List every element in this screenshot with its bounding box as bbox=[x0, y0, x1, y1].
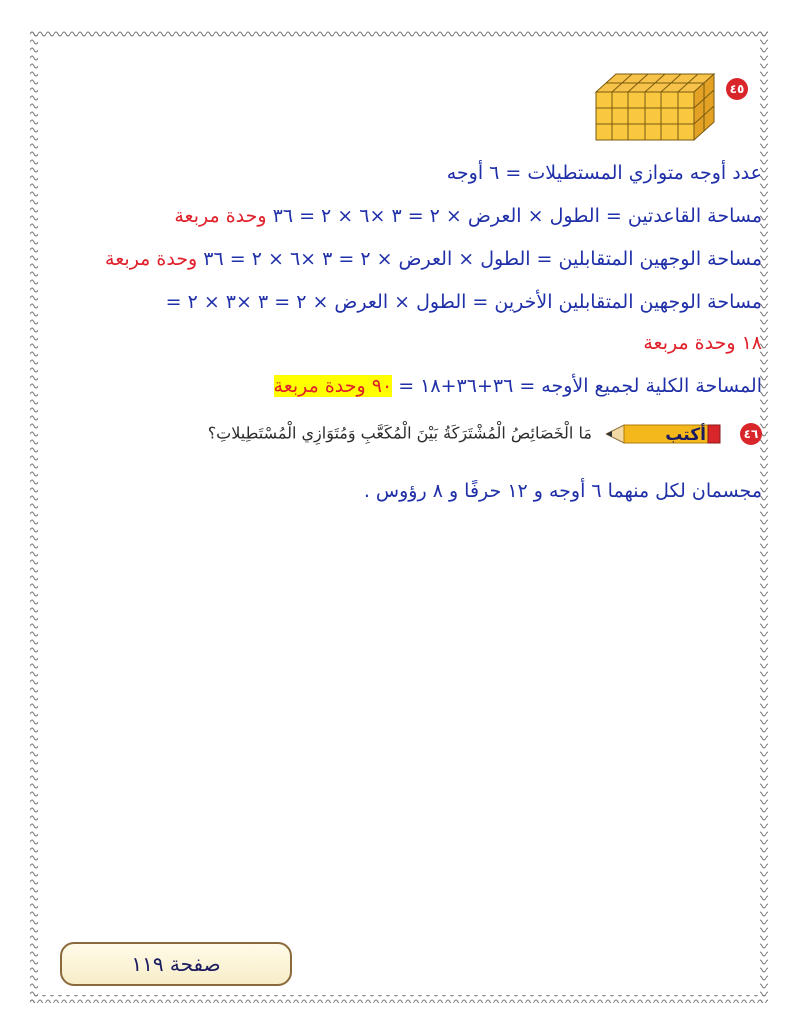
total-area-expression: المساحة الكلية لجميع الأوجه = ٣٦+٣٦+١٨ = bbox=[392, 375, 762, 397]
other-faces-result: ١٨ وحدة مربعة bbox=[643, 332, 762, 354]
problem-46-question: مَا الْخَصَائِصُ الْمُشْتَرَكَةُ بَيْنَ الْمُكَعَّبِ وَمُتَوَازِي الْمُسْتَطِيلاتِ؟ bbox=[207, 423, 592, 443]
opposite-faces-expression: مساحة الوجهين المتقابلين = الطول × العرض × ٢ = ٣ ×٦ × ٢ = ٣٦ bbox=[197, 248, 762, 270]
faces-count-line: عدد أوجه متوازي المستطيلات = ٦ أوجه bbox=[446, 162, 762, 184]
problem-46-answer: مجسمان لكل منهما ٦ أوجه و ١٢ حرفًا و ٨ رؤوس . bbox=[363, 480, 762, 502]
problem-45-header bbox=[590, 70, 750, 142]
problem-46-question-line bbox=[208, 420, 762, 447]
problem-46-badge: ٤٦ bbox=[740, 423, 762, 445]
opposite-faces-unit: وحدة مربعة bbox=[105, 248, 198, 270]
bases-area-line bbox=[174, 203, 762, 229]
write-label-text: أكتب bbox=[665, 424, 706, 445]
cuboid-illustration bbox=[590, 70, 720, 142]
other-faces-area-line: مساحة الوجهين المتقابلين الأخرين = الطول × العرض × ٢ = ٣ ×٣ × ٢ = bbox=[165, 291, 762, 313]
opposite-faces-area-line bbox=[105, 246, 762, 272]
write-pencil-label bbox=[606, 421, 726, 447]
bases-area-unit: وحدة مربعة bbox=[174, 205, 267, 227]
total-area-result: ٩٠ وحدة مربعة bbox=[273, 375, 393, 397]
problem-45-badge: ٤٥ bbox=[726, 78, 748, 100]
bases-area-expression: مساحة القاعدتين = الطول × العرض × ٢ = ٣ ×٦ × ٢ = ٣٦ bbox=[266, 205, 762, 227]
page-number-label: صفحة ١١٩ bbox=[60, 942, 292, 986]
total-area-line bbox=[274, 373, 762, 399]
